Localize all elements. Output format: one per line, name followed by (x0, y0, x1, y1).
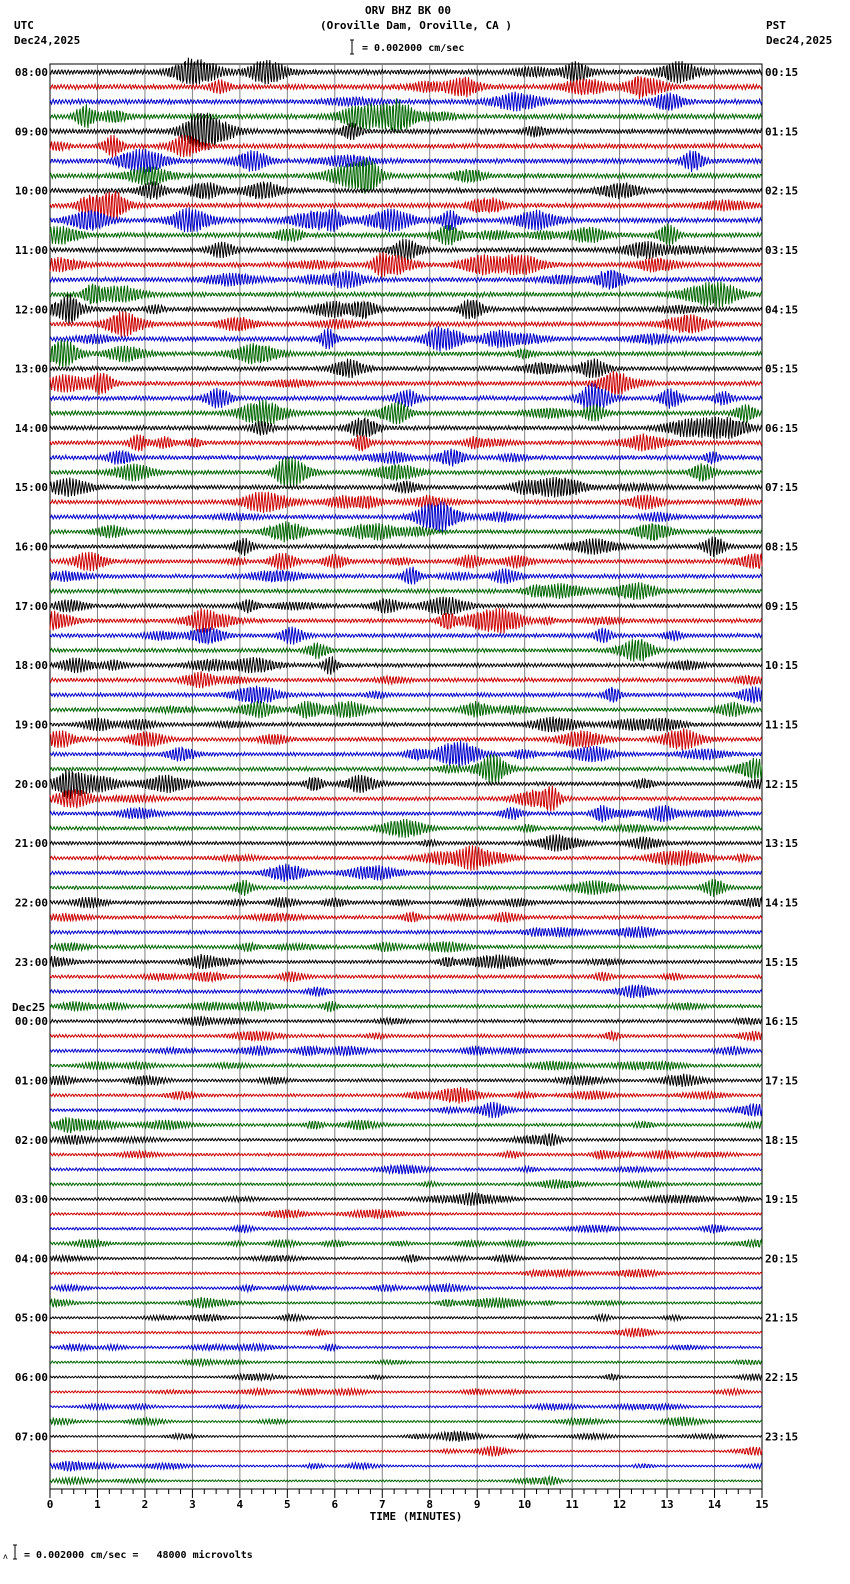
utc-hour-label: 16:00 (14, 540, 48, 554)
seismic-trace (50, 819, 762, 838)
seismic-trace (50, 371, 762, 395)
x-tick-label: 7 (378, 1498, 386, 1511)
x-tick-label: 14 (707, 1498, 722, 1511)
x-tick-label: 1 (94, 1498, 101, 1511)
pst-hour-label: 22:15 (765, 1371, 799, 1385)
x-tick-label: 0 (46, 1498, 54, 1511)
seismic-trace (50, 1328, 762, 1338)
pst-hour-label: 08:15 (765, 540, 799, 554)
seismic-trace (50, 58, 762, 85)
utc-hour-label: 07:00 (14, 1430, 48, 1444)
seismic-trace (50, 1344, 762, 1352)
seismic-trace (50, 149, 762, 174)
pst-hour-label: 19:15 (765, 1193, 799, 1207)
seismic-trace (50, 567, 762, 585)
footer-scale-marker: ʌ (3, 1552, 8, 1561)
pst-hour-label: 00:15 (765, 66, 799, 79)
seismic-trace (50, 879, 762, 897)
utc-hour-label: 04:00 (14, 1252, 48, 1266)
pst-hour-label: 17:15 (765, 1074, 799, 1088)
seismic-trace (50, 552, 762, 571)
seismic-trace (50, 926, 762, 938)
seismic-trace (50, 985, 762, 999)
pst-hour-label: 16:15 (765, 1015, 799, 1029)
seismic-trace (50, 770, 762, 799)
utc-hour-label: 10:00 (14, 184, 48, 198)
seismic-trace (50, 1417, 762, 1426)
utc-hour-label: 15:00 (14, 481, 48, 495)
seismic-trace (50, 1102, 762, 1118)
pst-hour-label: 12:15 (765, 777, 799, 791)
x-tick-label: 2 (141, 1498, 149, 1511)
x-axis-label: TIME (MINUTES) (369, 1510, 463, 1523)
seismic-trace (50, 477, 762, 498)
seismic-trace (50, 76, 762, 99)
seismic-trace (50, 252, 762, 277)
utc-hour-label: 06:00 (14, 1371, 48, 1385)
seismic-trace (50, 686, 762, 704)
station-title: ORV BHZ BK 00 (364, 4, 452, 17)
seismic-trace (50, 1074, 762, 1087)
seismic-trace (50, 741, 762, 768)
seismic-trace (50, 1461, 762, 1472)
seismic-trace (50, 834, 762, 851)
seismic-trace (50, 1087, 762, 1104)
seismic-trace (50, 492, 762, 513)
seismic-trace (50, 912, 762, 923)
seismic-trace (50, 582, 762, 600)
utc-hour-label: 14:00 (14, 421, 48, 435)
pst-hour-label: 14:15 (765, 896, 799, 910)
left-timezone: UTC (14, 19, 34, 32)
utc-hour-label: 20:00 (14, 777, 48, 791)
seismic-trace (50, 239, 762, 262)
seismic-trace (50, 417, 762, 439)
left-date: Dec24,2025 (14, 34, 81, 47)
x-tick-label: 6 (331, 1498, 339, 1511)
seismic-trace (50, 971, 762, 982)
utc-hour-label: 13:00 (14, 362, 48, 376)
seismic-trace (50, 1358, 762, 1365)
pst-hour-label: 15:15 (765, 955, 799, 969)
utc-hour-label: 03:00 (14, 1193, 48, 1207)
pst-hour-label: 21:15 (765, 1311, 799, 1325)
utc-hour-label: 11:00 (14, 243, 48, 257)
seismic-trace (50, 326, 762, 352)
seismic-trace (50, 1254, 762, 1262)
seismic-trace (50, 597, 762, 615)
seismic-trace (50, 434, 762, 452)
seismic-trace (50, 135, 762, 158)
seismic-trace (50, 717, 762, 733)
trace-layer (50, 58, 762, 1486)
utc-hour-label: 08:00 (14, 66, 48, 79)
seismic-trace (50, 358, 762, 378)
utc-hour-label: 05:00 (14, 1311, 48, 1325)
seismic-trace (50, 294, 762, 326)
utc-hour-label: 18:00 (14, 659, 48, 673)
pst-hour-label: 11:15 (765, 718, 799, 732)
seismic-trace (50, 1388, 762, 1395)
seismic-trace (50, 270, 762, 290)
x-tick-label: 5 (284, 1498, 291, 1511)
utc-hour-label: 12:00 (14, 303, 48, 317)
seismic-trace (50, 671, 762, 688)
seismic-trace (50, 1374, 762, 1381)
seismic-trace (50, 1476, 762, 1485)
footer-scale-label: = 0.002000 cm/sec = 48000 microvolts (24, 1550, 253, 1561)
utc-hour-label: 00:00 (14, 1015, 48, 1029)
x-tick-label: 4 (236, 1498, 244, 1511)
seismic-trace (50, 521, 762, 542)
utc-hour-label: 09:00 (14, 125, 48, 139)
seismic-trace (50, 1297, 762, 1308)
right-timezone: PST (766, 19, 786, 32)
pst-hour-label: 09:15 (765, 599, 799, 613)
pst-hour-label: 13:15 (765, 837, 799, 851)
seismic-trace (50, 1224, 762, 1233)
pst-hour-label: 03:15 (765, 243, 799, 257)
seismic-trace (50, 1165, 762, 1175)
pst-hour-label: 18:15 (765, 1133, 799, 1147)
seismic-trace (50, 282, 762, 308)
x-tick-label: 13 (660, 1498, 674, 1511)
seismic-trace (50, 537, 762, 558)
pst-hour-label: 02:15 (765, 184, 799, 198)
utc-hour-label: 02:00 (14, 1133, 48, 1147)
x-tick-label: 9 (473, 1498, 481, 1511)
x-tick-label: 3 (189, 1498, 196, 1511)
pst-hour-label: 20:15 (765, 1252, 799, 1266)
seismic-trace (50, 656, 762, 674)
seismic-trace (50, 1446, 762, 1457)
seismic-trace (50, 805, 762, 822)
seismic-trace (50, 1431, 762, 1442)
seismic-trace (50, 845, 762, 870)
seismic-trace (50, 728, 762, 750)
x-tick-label: 11 (565, 1498, 579, 1511)
seismic-trace (50, 311, 762, 337)
seismic-trace (50, 954, 762, 969)
seismic-trace (50, 627, 762, 645)
x-tick-label: 8 (426, 1498, 434, 1511)
scale-label: = 0.002000 cm/sec (362, 43, 465, 54)
seismic-trace (50, 1209, 762, 1219)
seismic-trace (50, 383, 762, 413)
seismic-trace (50, 1016, 762, 1026)
seismic-trace (50, 1269, 762, 1278)
seismic-trace (50, 98, 762, 132)
seismic-trace (50, 897, 762, 908)
utc-hour-label: 22:00 (14, 896, 48, 910)
pst-hour-label: 05:15 (765, 362, 799, 376)
pst-hour-label: 01:15 (765, 125, 799, 139)
seismic-trace (50, 1117, 762, 1133)
location-subtitle: (Oroville Dam, Oroville, CA ) (319, 19, 513, 32)
utc-hour-label: 19:00 (14, 718, 48, 732)
right-date: Dec24,2025 (766, 34, 833, 47)
x-tick-label: 15 (755, 1498, 769, 1511)
seismic-trace (50, 1314, 762, 1321)
seismic-trace (50, 1046, 762, 1056)
seismic-trace (50, 1031, 762, 1041)
pst-hour-label: 10:15 (765, 659, 799, 673)
seismic-trace (50, 1403, 762, 1410)
seismic-trace (50, 701, 762, 719)
seismic-trace (50, 207, 762, 232)
seismic-trace (50, 1133, 762, 1146)
pst-hour-label: 07:15 (765, 481, 799, 495)
x-tick-label: 12 (612, 1498, 627, 1511)
utc-hour-label: 23:00 (14, 955, 48, 969)
seismic-trace (50, 608, 762, 633)
date-change-label: Dec25 (12, 1001, 46, 1015)
seismic-trace (50, 1192, 762, 1206)
seismic-trace (50, 1061, 762, 1071)
seismic-trace (50, 1179, 762, 1189)
seismic-trace (50, 1150, 762, 1160)
seismic-trace (50, 1001, 762, 1012)
seismic-trace (50, 941, 762, 952)
seismic-trace (50, 449, 762, 467)
seismic-trace (50, 1239, 762, 1248)
seismic-trace (50, 639, 762, 662)
seismic-trace (50, 864, 762, 882)
x-tick-label: 10 (518, 1498, 532, 1511)
pst-hour-label: 04:15 (765, 303, 799, 317)
seismic-trace (50, 786, 762, 812)
utc-hour-label: 01:00 (14, 1074, 48, 1088)
utc-hour-label: 21:00 (14, 837, 48, 851)
utc-hour-label: 17:00 (14, 599, 48, 613)
seismic-trace (50, 1284, 762, 1292)
pst-hour-label: 23:15 (765, 1430, 799, 1444)
pst-hour-label: 06:15 (765, 421, 799, 435)
